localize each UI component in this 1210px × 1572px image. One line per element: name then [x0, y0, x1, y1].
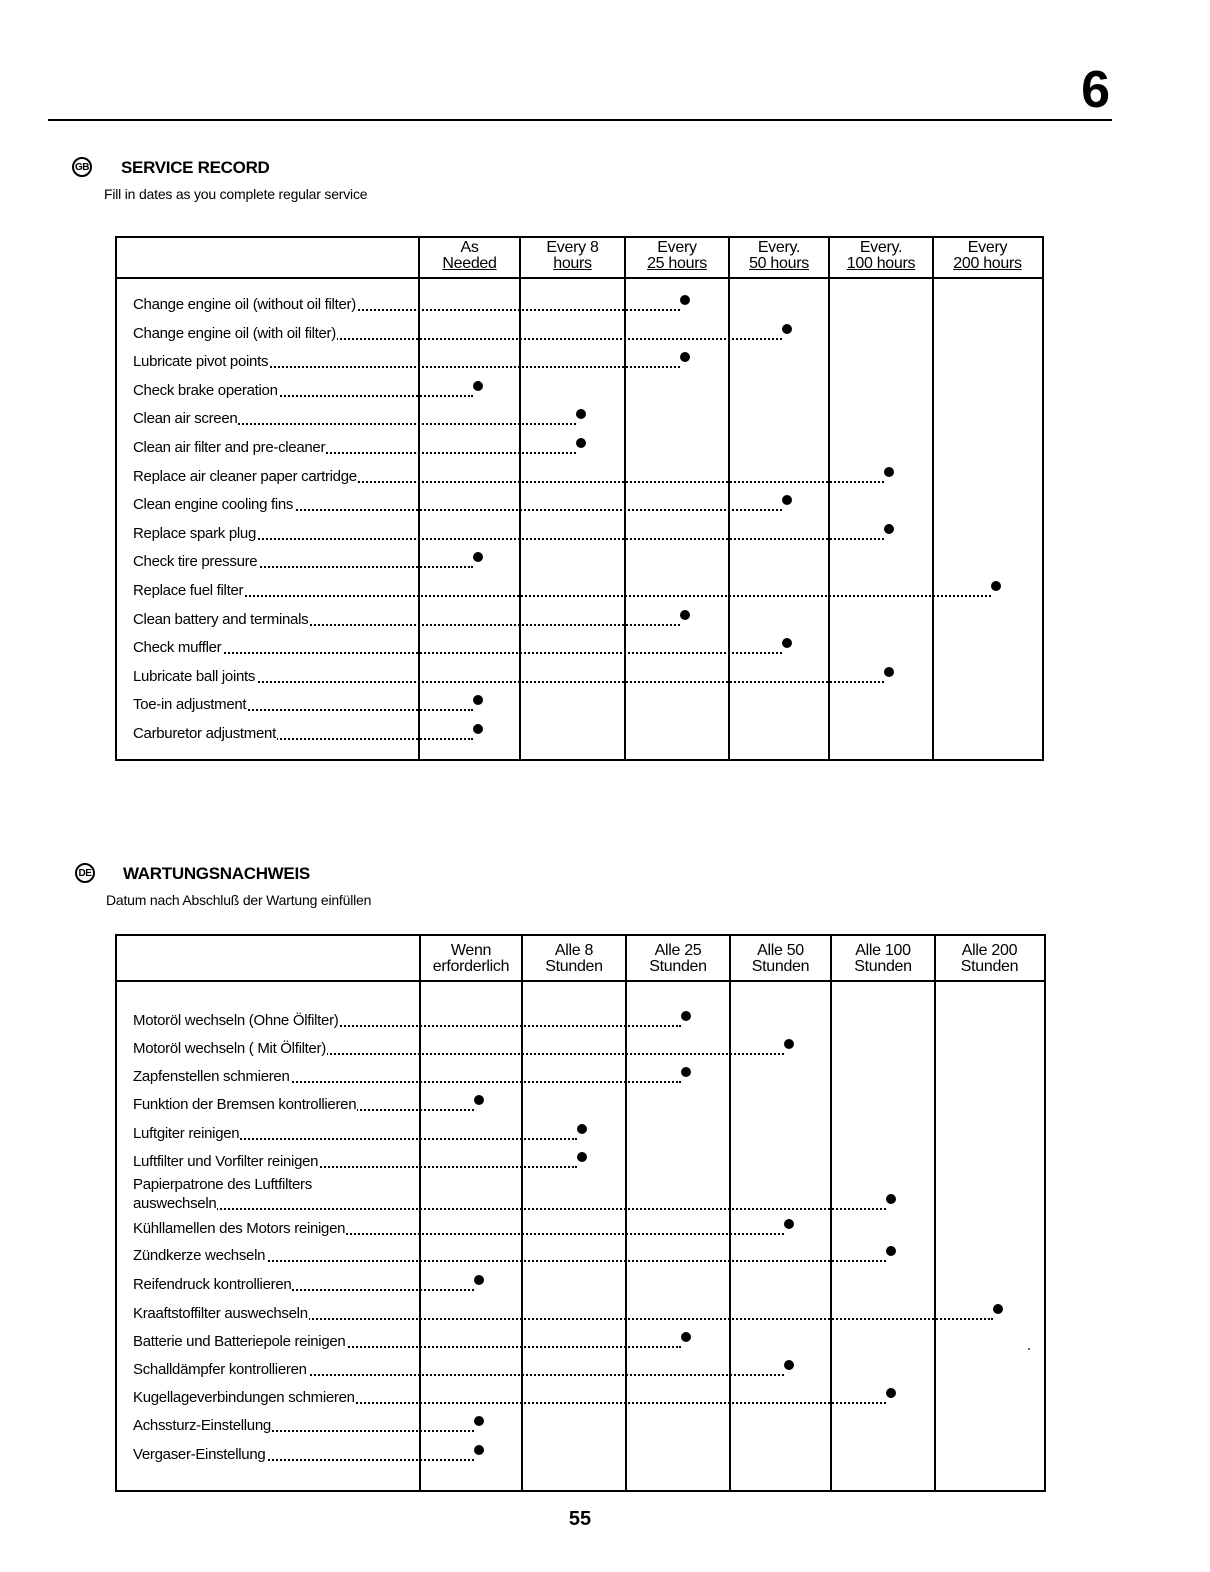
gb-header-rule: [117, 277, 1042, 279]
de-task-label: Schalldämpfer kontrollieren: [133, 1361, 307, 1378]
de-interval-bullet: [681, 1332, 691, 1342]
de-section-title: WARTUNGSNACHWEIS: [123, 864, 310, 883]
de-column-header: [832, 942, 934, 975]
de-task-label: Reifendruck kontrollieren: [133, 1276, 292, 1293]
gb-task-label: Check tire pressure: [133, 553, 258, 571]
de-column-header-line1: Alle 50: [757, 942, 804, 959]
page-number: 55: [568, 1508, 592, 1530]
de-interval-bullet: [886, 1246, 896, 1256]
de-task-row: [117, 1332, 1044, 1352]
gb-interval-bullet: [782, 324, 792, 334]
gb-task-label: Clean engine cooling fins: [133, 496, 294, 514]
scan-speck: [1028, 1348, 1030, 1350]
de-column-header-line1: Alle 100: [855, 942, 911, 959]
chapter-number: 6: [1081, 61, 1110, 119]
gb-task-row: [117, 552, 1042, 572]
de-task-label: Achssturz-Einstellung: [133, 1417, 271, 1434]
gb-task-label: Lubricate ball joints: [133, 667, 256, 685]
de-task-row: [117, 1275, 1044, 1295]
de-column-header-line1: Alle 200: [961, 942, 1018, 959]
de-task-row: [117, 1416, 1044, 1436]
gb-column-header-line2: hours: [553, 255, 592, 272]
de-interval-bullet: [474, 1275, 484, 1285]
gb-interval-bullet: [884, 524, 894, 534]
de-interval-bullet: [681, 1011, 691, 1021]
gb-language-icon: GB: [72, 157, 92, 177]
gb-column-header-line2: Needed: [442, 255, 497, 272]
de-column-header-line2: Stunden: [751, 958, 810, 975]
de-task-row: [117, 1039, 1044, 1059]
gb-interval-bullet: [884, 467, 894, 477]
gb-task-label: Clean air filter and pre-cleaner: [133, 439, 326, 456]
de-task-label: Kugellageverbindungen schmieren: [133, 1389, 355, 1406]
de-interval-bullet: [577, 1124, 587, 1134]
de-task-row: [117, 1360, 1044, 1380]
gb-interval-bullet: [680, 610, 690, 620]
gb-task-label: Check brake operation: [133, 381, 278, 399]
gb-task-label: Toe-in adjustment: [133, 696, 247, 714]
de-task-label: Luftgiter reinigen: [133, 1125, 240, 1142]
gb-column-header-line1: Every: [657, 239, 697, 256]
gb-task-row: [117, 324, 1042, 344]
de-task-row: [117, 1304, 1044, 1324]
gb-task-row: [117, 438, 1042, 458]
gb-task-label: Check muffler: [133, 639, 222, 657]
de-task-row: [117, 1176, 1044, 1214]
gb-column-header-line1: Every 8: [546, 239, 599, 256]
de-task-row: [117, 1445, 1044, 1465]
gb-column-header-line1: Every: [967, 239, 1008, 256]
gb-task-row: [117, 724, 1042, 744]
de-interval-bullet: [577, 1152, 587, 1162]
de-task-label: Vergaser-Einstellung: [133, 1446, 266, 1463]
gb-interval-bullet: [782, 495, 792, 505]
de-task-row: [117, 1124, 1044, 1144]
gb-column-header: [830, 239, 932, 272]
de-column-header: [523, 942, 625, 975]
de-column-header: [421, 942, 521, 975]
gb-column-header-line1: As: [460, 239, 479, 256]
gb-task-label: Carburetor adjustment: [133, 725, 276, 742]
gb-interval-bullet: [473, 381, 483, 391]
gb-task-label: Clean air screen: [133, 410, 238, 428]
gb-task-row: [117, 695, 1042, 715]
gb-task-label: Lubricate pivot points: [133, 353, 269, 371]
de-task-label: Kühllamellen des Motors reinigen: [133, 1220, 346, 1237]
gb-column-header: [730, 239, 828, 272]
gb-column-header: [521, 239, 624, 272]
de-task-label: Luftfilter und Vorfilter reinigen: [133, 1153, 319, 1170]
gb-task-row: [117, 409, 1042, 429]
de-column-header-line1: Alle 8: [554, 942, 594, 959]
de-task-label: Zündkerze wechseln: [133, 1247, 266, 1264]
gb-column-header-line1: Every.: [757, 239, 801, 256]
gb-task-row: [117, 495, 1042, 515]
de-interval-bullet: [784, 1360, 794, 1370]
gb-task-row: [117, 352, 1042, 372]
de-task-row: [117, 1067, 1044, 1087]
de-interval-bullet: [886, 1388, 896, 1398]
de-column-header-line2: erforderlich: [432, 958, 510, 975]
gb-column-header-line2: 25 hours: [647, 255, 707, 272]
gb-leader-dots: [133, 595, 991, 597]
gb-interval-bullet: [576, 409, 586, 419]
de-task-row: [117, 1219, 1044, 1239]
de-language-icon: DE: [75, 863, 95, 883]
de-task-row: [117, 1011, 1044, 1031]
de-task-label: auswechseln: [133, 1195, 217, 1212]
de-header-rule: [117, 980, 1044, 982]
gb-task-row: [117, 581, 1042, 601]
de-column-header-line2: Stunden: [649, 958, 707, 975]
gb-task-row: [117, 638, 1042, 658]
de-task-row: [117, 1152, 1044, 1172]
de-task-label: Kraaftstoffilter auswechseln: [133, 1305, 308, 1322]
de-column-header-line2: Stunden: [854, 958, 912, 975]
de-task-label: Zapfenstellen schmieren: [133, 1068, 290, 1085]
de-task-label: Funktion der Bremsen kontrollieren: [133, 1096, 357, 1113]
gb-task-label: Replace spark plug: [133, 524, 257, 542]
gb-leader-dots: [133, 652, 782, 654]
de-interval-bullet: [784, 1219, 794, 1229]
gb-section-subtitle: Fill in dates as you complete regular service: [104, 186, 368, 202]
gb-column-header-line2: 100 hours: [846, 255, 916, 272]
de-column-header: [627, 942, 729, 975]
gb-task-row: [117, 381, 1042, 401]
de-column-header: [936, 942, 1043, 975]
gb-interval-bullet: [473, 552, 483, 562]
gb-interval-bullet: [473, 695, 483, 705]
de-interval-bullet: [784, 1039, 794, 1049]
de-interval-bullet: [474, 1095, 484, 1105]
gb-column-header: [420, 239, 519, 272]
chapter-rule: [48, 119, 1112, 121]
gb-task-label: Replace air cleaner paper cartridge: [133, 467, 357, 485]
gb-task-row: [117, 295, 1042, 315]
de-section-subtitle: Datum nach Abschluß der Wartung einfüllen: [106, 892, 372, 908]
de-task-row: [117, 1388, 1044, 1408]
de-interval-bullet: [681, 1067, 691, 1077]
gb-column-header-line2: 50 hours: [749, 255, 809, 272]
de-column-header: [731, 942, 830, 975]
de-task-row: [117, 1095, 1044, 1115]
gb-task-label: Change engine oil (with oil filter): [133, 324, 336, 342]
de-column-header-line1: Alle 25: [654, 942, 702, 959]
de-column-header-line1: Wenn: [450, 942, 492, 959]
de-column-header-line2: Stunden: [545, 958, 603, 975]
gb-interval-bullet: [473, 724, 483, 734]
de-task-label: Motoröl wechseln ( Mit Ölfilter): [133, 1040, 326, 1057]
gb-column-header: [934, 239, 1041, 272]
gb-task-label: Clean battery and terminals: [133, 610, 309, 628]
de-task-label: Motoröl wechseln (Ohne Ölfilter): [133, 1012, 339, 1029]
gb-interval-bullet: [991, 581, 1001, 591]
gb-task-label: Change engine oil (without oil filter): [133, 296, 356, 313]
de-interval-bullet: [474, 1416, 484, 1426]
gb-task-label: Replace fuel filter: [133, 582, 244, 599]
de-task-label-prefix: Papierpatrone des Luftfilters: [133, 1176, 312, 1193]
de-interval-bullet: [993, 1304, 1003, 1314]
de-interval-bullet: [886, 1194, 896, 1204]
gb-task-row: [117, 467, 1042, 487]
gb-interval-bullet: [884, 667, 894, 677]
de-task-row: [117, 1246, 1044, 1266]
gb-interval-bullet: [782, 638, 792, 648]
gb-task-row: [117, 524, 1042, 544]
gb-interval-bullet: [680, 352, 690, 362]
de-task-label: Batterie und Batteriepole reinigen: [133, 1333, 346, 1350]
gb-column-header: [626, 239, 728, 272]
gb-section-title: SERVICE RECORD: [121, 158, 270, 177]
gb-column-header-line1: Every.: [859, 239, 903, 256]
gb-task-row: [117, 610, 1042, 630]
gb-column-header-line2: 200 hours: [953, 255, 1022, 272]
de-interval-bullet: [474, 1445, 484, 1455]
gb-interval-bullet: [576, 438, 586, 448]
gb-interval-bullet: [680, 295, 690, 305]
de-service-table: [115, 934, 1046, 1492]
gb-task-row: [117, 667, 1042, 687]
de-column-header-line2: Stunden: [960, 958, 1019, 975]
de-leader-dots: [133, 1208, 886, 1210]
gb-service-table: [115, 236, 1044, 761]
